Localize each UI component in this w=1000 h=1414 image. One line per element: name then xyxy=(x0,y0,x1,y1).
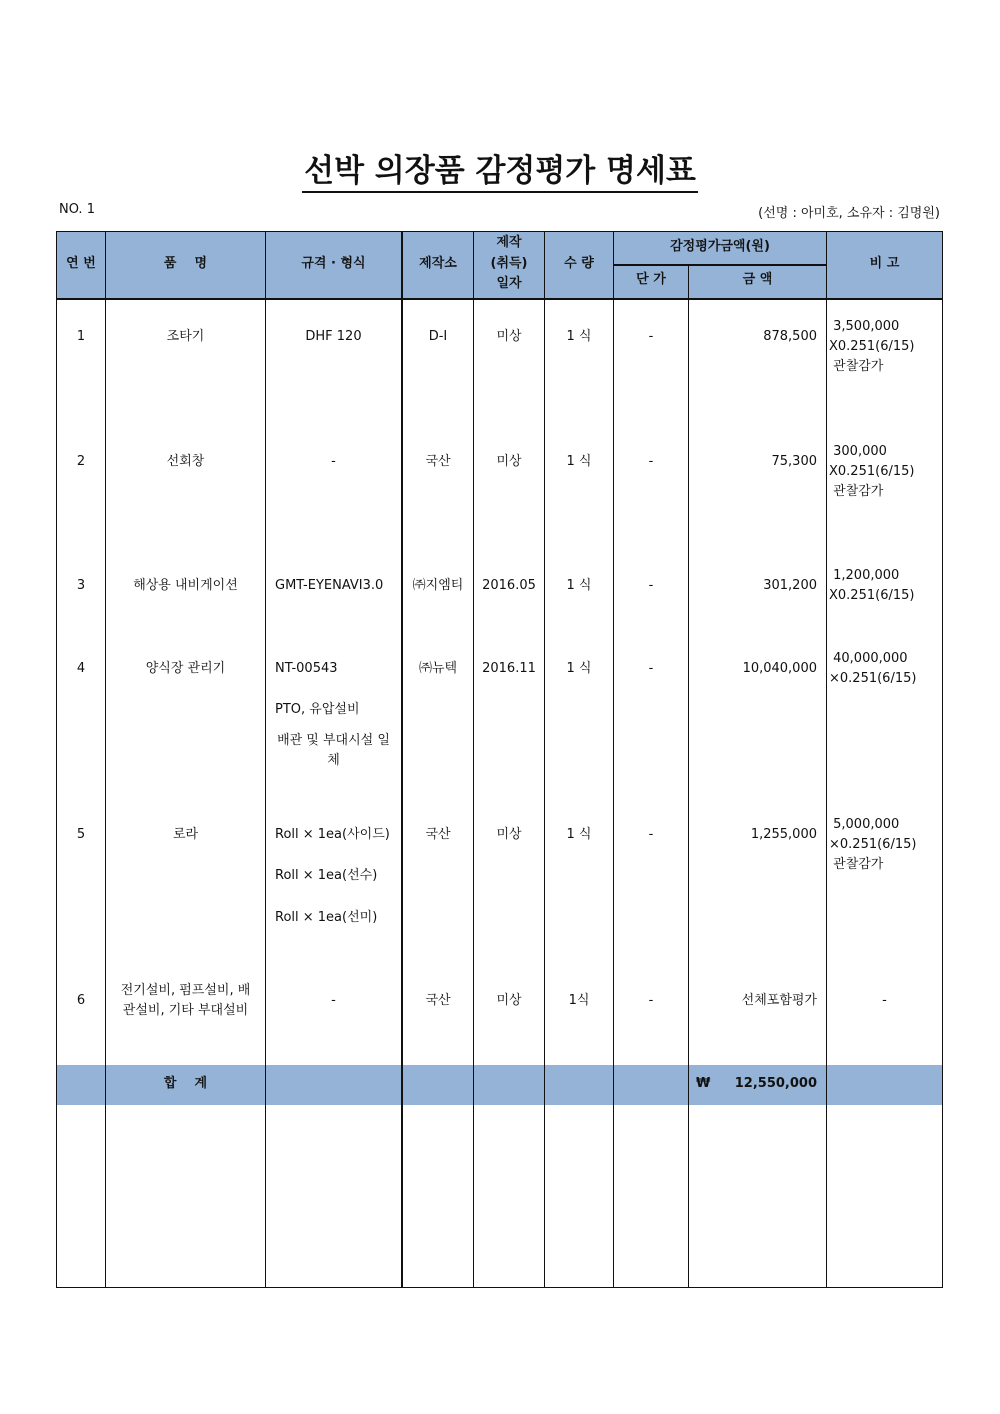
col-divider xyxy=(105,232,106,1287)
row-spec: DHF 120 xyxy=(305,329,362,344)
row-remark-line1: 1,200,000 xyxy=(829,568,900,583)
header-amount: 금 액 xyxy=(742,272,773,287)
header-date-line2: (취득) xyxy=(490,256,528,271)
row-amount: 878,500 xyxy=(763,329,817,344)
row-qty: 1 식 xyxy=(566,578,592,593)
row-unit-price: - xyxy=(648,454,654,469)
header-no: 연 번 xyxy=(66,256,96,271)
row-spec: - xyxy=(331,993,336,1008)
page-title: 선박 의장품 감정평가 명세표 xyxy=(0,145,1000,190)
header-date-line1: 제작 xyxy=(496,235,522,250)
row-remark-line1: 3,500,000 xyxy=(829,319,900,334)
row-name: 조타기 xyxy=(166,329,205,344)
row-maker: 국산 xyxy=(425,827,451,842)
col-divider xyxy=(401,232,403,1287)
row-spec-extra: Roll × 1ea(선미) xyxy=(275,910,378,925)
row-remark-line1: 40,000,000 xyxy=(829,651,908,666)
document-number: NO. 1 xyxy=(59,202,95,217)
row-remark-line1: 300,000 xyxy=(829,444,887,459)
row-unit-price: - xyxy=(648,993,654,1008)
header-qty: 수 량 xyxy=(564,256,594,271)
col-divider xyxy=(473,232,474,1287)
row-no: 4 xyxy=(76,661,86,676)
col-divider xyxy=(613,232,614,1287)
vessel-owner-info: (선명 : 아미호, 소유자 : 김명원) xyxy=(758,206,940,221)
row-name: 양식장 관리기 xyxy=(145,661,226,676)
header-spec: 규격 · 형식 xyxy=(301,256,366,271)
header-appraisal: 감정평가금액(원) xyxy=(670,239,770,254)
appraisal-table xyxy=(56,231,943,1288)
row-date: 2016.05 xyxy=(482,578,536,593)
header-remarks: 비 고 xyxy=(869,256,900,271)
header-name: 품 명 xyxy=(163,256,208,271)
row-qty: 1 식 xyxy=(566,661,592,676)
row-no: 5 xyxy=(76,827,86,842)
row-date: 미상 xyxy=(496,993,522,1008)
row-unit-price: - xyxy=(648,329,654,344)
row-date: 미상 xyxy=(496,329,522,344)
row-name-line2: 관설비, 기타 부대설비 xyxy=(122,1003,249,1018)
row-remark: - xyxy=(882,993,887,1008)
row-maker: 국산 xyxy=(425,454,451,469)
header-date-line3: 일자 xyxy=(496,276,522,291)
total-amount: 12,550,000 xyxy=(734,1076,817,1091)
row-qty: 1 식 xyxy=(566,454,592,469)
row-qty: 1 식 xyxy=(566,329,592,344)
row-amount: 75,300 xyxy=(771,454,817,469)
row-date: 미상 xyxy=(496,454,522,469)
header-unit-price: 단 가 xyxy=(636,272,666,287)
row-maker: D-I xyxy=(428,329,448,344)
row-name: 해상용 내비게이션 xyxy=(133,578,238,593)
currency-symbol: ₩ xyxy=(696,1076,711,1091)
row-name: 로라 xyxy=(172,827,199,842)
row-maker: ㈜지엠티 xyxy=(412,578,464,593)
row-spec: NT-00543 xyxy=(275,661,338,676)
header-bottom-line xyxy=(57,298,942,300)
row-remark-line2: X0.251(6/15) xyxy=(829,339,915,354)
row-no: 6 xyxy=(76,993,86,1008)
row-remark-line3: 관찰감가 xyxy=(829,484,884,499)
row-qty: 1 식 xyxy=(566,827,592,842)
row-remark-line2: ×0.251(6/15) xyxy=(829,671,917,686)
col-divider xyxy=(826,232,827,1287)
row-no: 2 xyxy=(76,454,86,469)
row-remark-line3: 관찰감가 xyxy=(829,857,884,872)
row-date: 2016.11 xyxy=(482,661,536,676)
row-date: 미상 xyxy=(496,827,522,842)
row-unit-price: - xyxy=(648,578,654,593)
col-divider xyxy=(688,265,689,1287)
row-no: 3 xyxy=(76,578,86,593)
row-unit-price: - xyxy=(648,827,654,842)
row-remark-line2: X0.251(6/15) xyxy=(829,464,915,479)
row-spec-extra: 체 xyxy=(327,753,340,768)
appraisal-subheader-line xyxy=(614,264,827,266)
row-amount: 301,200 xyxy=(763,578,817,593)
row-remark-line3: 관찰감가 xyxy=(829,359,884,374)
row-remark-line2: X0.251(6/15) xyxy=(829,588,915,603)
row-remark-line2: ×0.251(6/15) xyxy=(829,837,917,852)
row-remark-line1: 5,000,000 xyxy=(829,817,900,832)
row-amount: 선체포함평가 xyxy=(741,993,817,1008)
header-maker: 제작소 xyxy=(419,256,457,271)
row-amount: 10,040,000 xyxy=(742,661,817,676)
row-spec: - xyxy=(331,454,336,469)
row-amount: 1,255,000 xyxy=(750,827,817,842)
row-name-line1: 전기설비, 펌프설비, 배 xyxy=(120,983,251,998)
row-spec-extra: Roll × 1ea(선수) xyxy=(275,868,378,883)
row-name: 선회창 xyxy=(166,454,205,469)
row-maker: ㈜뉴텍 xyxy=(418,661,458,676)
row-spec: GMT-EYENAVI3.0 xyxy=(275,578,384,593)
total-label: 합 계 xyxy=(163,1076,208,1091)
row-qty: 1식 xyxy=(568,993,590,1008)
row-unit-price: - xyxy=(648,661,654,676)
row-spec: Roll × 1ea(사이드) xyxy=(275,827,390,842)
row-spec-extra: PTO, 유압설비 xyxy=(275,702,360,717)
row-no: 1 xyxy=(76,329,86,344)
row-spec-extra: 배관 및 부대시설 일 xyxy=(277,733,390,748)
col-divider xyxy=(544,232,545,1287)
row-maker: 국산 xyxy=(425,993,451,1008)
